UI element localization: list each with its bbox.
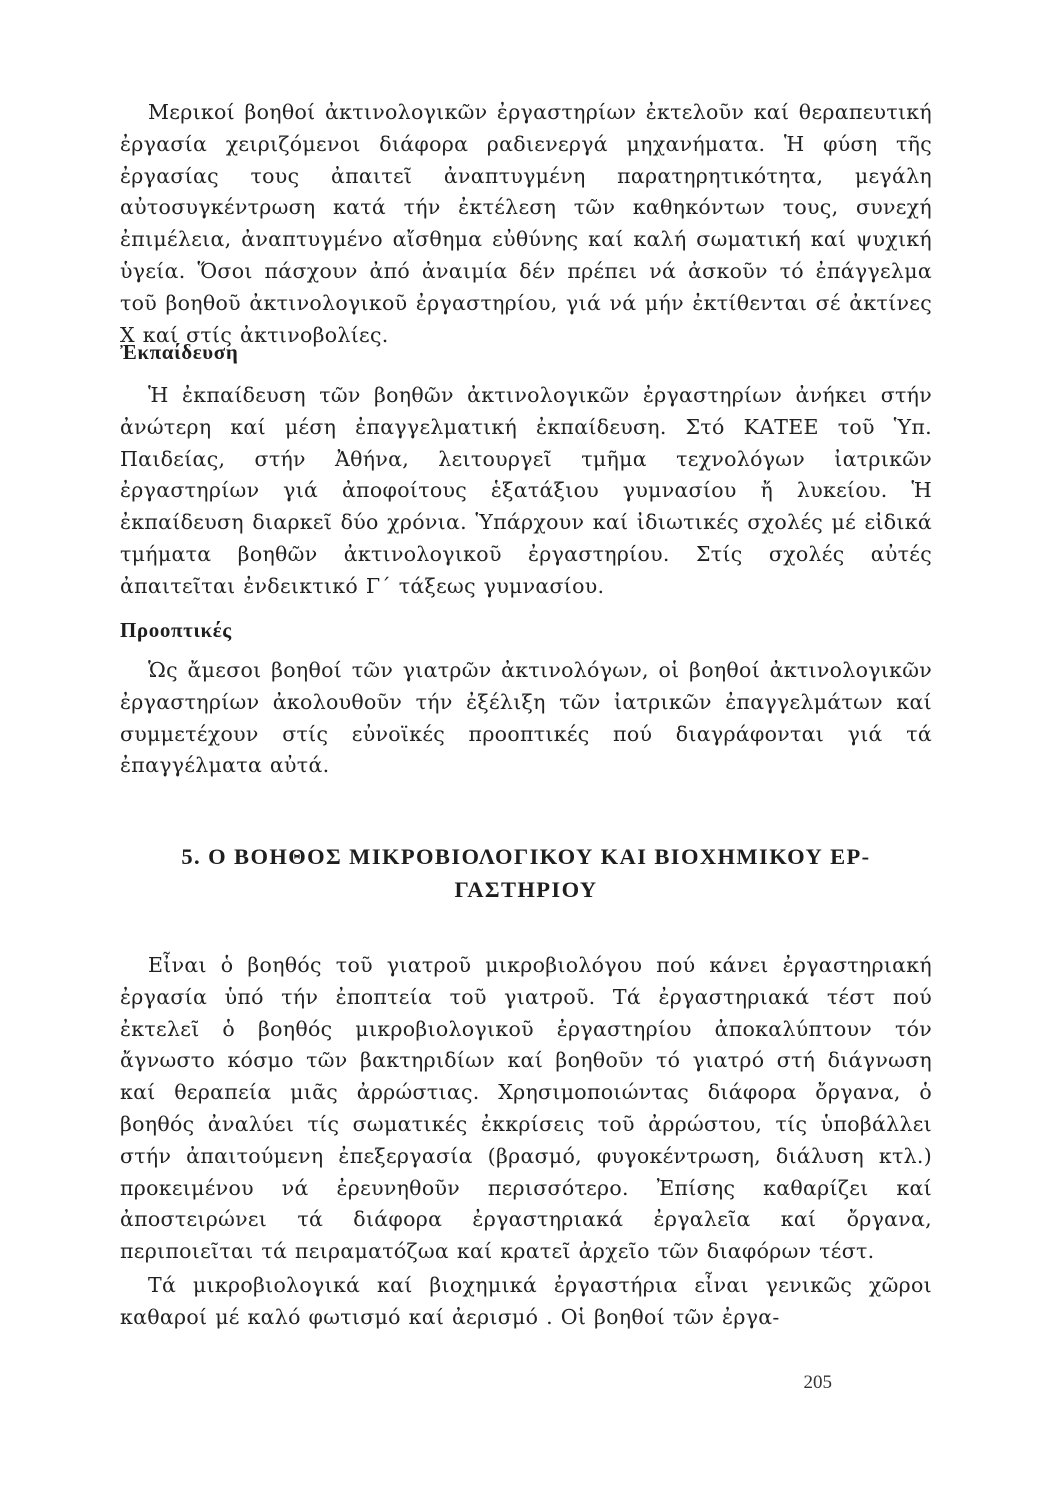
chapter-title	[120, 840, 932, 906]
chapter-title-line-1: 5. Ο ΒΟΗΘΟΣ ΜΙΚΡΟΒΙΟΛΟΓΙΚΟΥ ΚΑΙ ΒΙΟΧΗΜΙΚΟΥ ΕΡ-	[181, 844, 871, 869]
paragraph-2: Ἡ ἐκπαίδευση τῶν βοηθῶν ἀκτινολογικῶν ἐργαστηρίων ἀνήκει στήν ἀνώτερη καί μέση ἐπαγγελματική ἐκπαίδευση. Στό ΚΑΤΕΕ τοῦ Ὑπ. Παιδείας, στήν Ἀθήνα, λειτουργεῖ τμῆμα τεχνολόγων ἰατρικῶν ἐργαστηρίων γιά ἀποφοίτους ἑξατάξιου γυμνασίου ἤ λυκείου. Ἡ ἐκπαίδευση διαρκεῖ δύο χρόνια. Ὑπάρχουν καί ἰδιωτικές σχολές μέ εἰδικά τμήματα βοηθῶν ἀκτινολογικοῦ ἐργαστηρίου. Στίς σχολές αὐτές ἀπαιτεῖται ἐνδεικτικό Γ΄ τάξεως γυμνασίου.	[120, 383, 932, 598]
paragraph-1-block	[120, 97, 932, 351]
paragraph-1: Μερικοί βοηθοί ἀκτινολογικῶν ἐργαστηρίων ἐκτελοῦν καί θεραπευτική ἐργασία χειριζόμενοι διάφορα ραδιενεργά μηχανήματα. Ἡ φύση τῆς ἐργασίας τους ἀπαιτεῖ ἀναπτυγμένη παρατηρητικότητα, μεγάλη αὐτοσυγκέντρωση κατά τήν ἐκτέλεση τῶν καθηκόντων τους, συνεχή ἐπιμέλεια, ἀναπτυγμένο αἴσθημα εὐθύνης καί καλή σωματική καί ψυχική ὑγεία. Ὅσοι πάσχουν ἀπό ἀναιμία δέν πρέπει νά ἀσκοῦν τό ἐπάγγελμα τοῦ βοηθοῦ ἀκτινολογικοῦ ἐργαστηρίου, γιά νά μήν ἐκτίθενται σέ ἀκτίνες Χ καί στίς ἀκτινοβολίες.	[120, 100, 932, 347]
paragraph-5: Τά μικροβιολογικά καί βιοχημικά ἐργαστήρια εἶναι γενικῶς χῶροι καθαροί μέ καλό φωτισμό καί ἀερισμό . Οἱ βοηθοί τῶν ἐργα-	[120, 1273, 932, 1329]
section-heading-prospects: Προοπτικές	[120, 618, 232, 642]
education-heading-block	[120, 340, 932, 365]
paragraph-3: Ὡς ἄμεσοι βοηθοί τῶν γιατρῶν ἀκτινολόγων, οἱ βοηθοί ἀκτινολογικῶν ἐργαστηρίων ἀκολουθοῦν τήν ἐξέλιξη τῶν ἰατρικῶν ἐπαγγελμάτων καί συμμετέχουν στίς εὐνοϊκές προοπτικές πού διαγράφονται γιά τά ἐπαγγέλματα αὐτά.	[120, 658, 932, 778]
page-number: 205	[803, 1372, 832, 1393]
paragraph-3-block	[120, 655, 932, 782]
prospects-heading-block	[120, 618, 932, 643]
paragraph-5-block	[120, 1270, 932, 1334]
paragraph-4: Εἶναι ὁ βοηθός τοῦ γιατροῦ μικροβιολόγου πού κάνει ἐργαστηριακή ἐργασία ὑπό τήν ἐποπτεία τοῦ γιατροῦ. Τά ἐργαστηριακά τέστ πού ἐκτελεῖ ὁ βοηθός μικροβιολογικοῦ ἐργαστηρίου ἀποκαλύπτουν τόν ἄγνωστο κόσμο τῶν βακτηριδίων καί βοηθοῦν τό γιατρό στή διάγνωση καί θεραπεία μιᾶς ἀρρώστιας. Χρησιμοποιώντας διάφορα ὄργανα, ὁ βοηθός ἀναλύει τίς σωματικές ἐκκρίσεις τοῦ ἀρρώστου, τίς ὑποβάλλει στήν ἀπαιτούμενη ἐπεξεργασία (βρασμό, φυγοκέντρωση, διάλυση κτλ.) προκειμένου νά ἐρευνηθοῦν περισσότερο. Ἐπίσης καθαρίζει καί ἀποστειρώνει τά διάφορα ἐργαστηριακά ἐργαλεῖα καί ὄργανα, περιποιεῖται τά πειραματόζωα καί κρατεῖ ἀρχεῖο τῶν διαφόρων τέστ.	[120, 953, 932, 1264]
paragraph-2-block	[120, 380, 932, 603]
paragraph-4-block	[120, 950, 932, 1268]
chapter-title-line-2: ΓΑΣΤΗΡΙΟΥ	[454, 877, 598, 902]
section-heading-education: Ἐκπαίδευση	[120, 340, 239, 364]
